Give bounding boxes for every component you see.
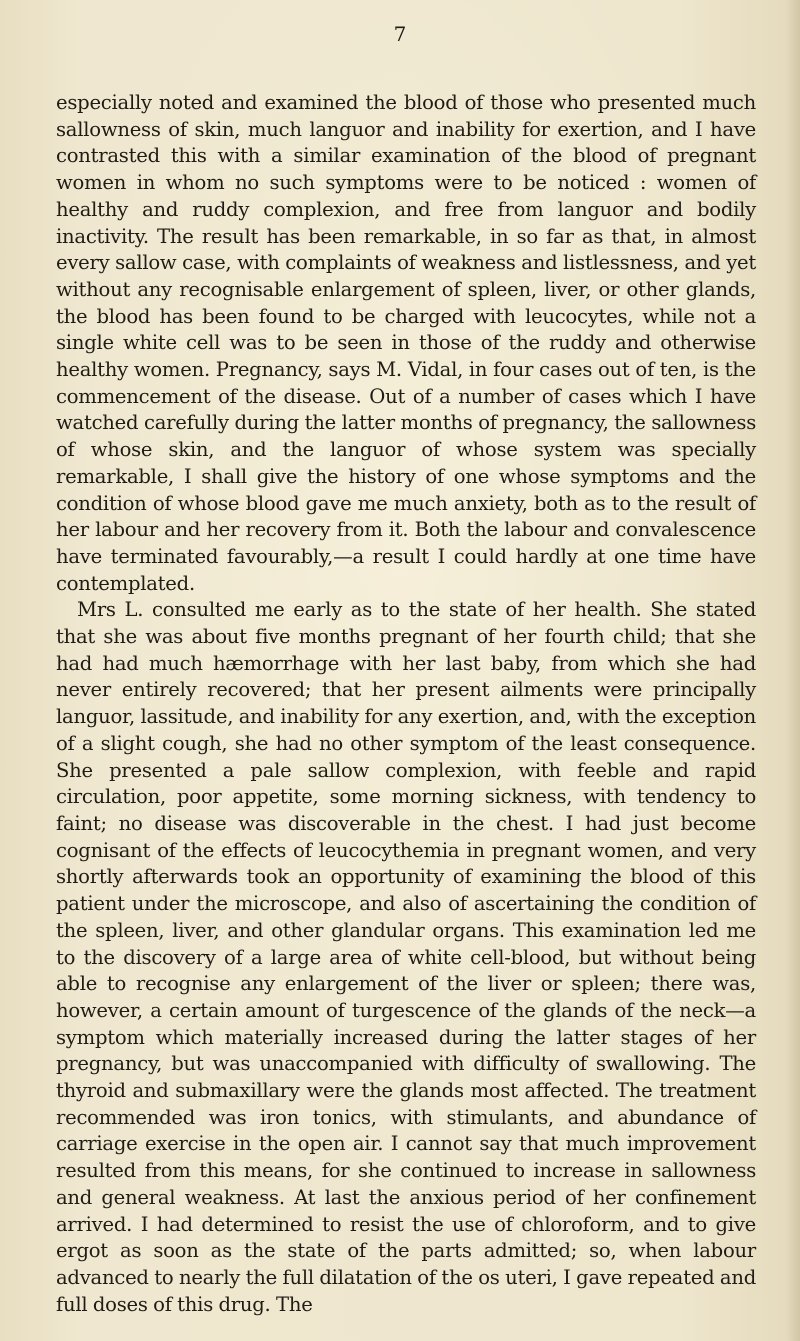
body-text bbox=[56, 90, 756, 1318]
paragraph-1: especially noted and examined the blood of those who presented much sallowness of skin, much languor and inability for exertion, and I have contrasted this with a similar examination of the blood of pregnant women in whom no such symptoms were to be noticed : women of healthy and ruddy complexion, and free from languor and bodily inactivity. The result has been remarkable, in so far as that, in almost every sallow case, with complaints of weakness and listlessness, and yet without any recognisable enlargement of spleen, liver, or other glands, the blood has been found to be charged with leucocytes, while not a single white cell was to be seen in those of the ruddy and otherwise healthy women. Pregnancy, says M. Vidal, in four cases out of ten, is the commencement of the disease. Out of a number of cases which I have watched carefully during the latter months of pregnancy, the sallowness of whose skin, and the languor of whose system was specially remarkable, I shall give the history of one whose symptoms and the condition of whose blood gave me much anxiety, both as to the result of her labour and her recovery from it. Both the labour and convalescence have terminated favourably,—a result I could hardly at one time have contemplated. bbox=[56, 91, 756, 595]
page-edge-shadow bbox=[786, 0, 800, 1341]
page-number: 7 bbox=[393, 22, 407, 46]
paragraph-2: Mrs L. consulted me early as to the state of her health. She stated that she was about five months pregnant of her fourth child; that she had had much hæmorrhage with her last baby, from which she had never entirely recovered; that her present ailments were principally languor, lassitude, and inability for any exertion, and, with the exception of a slight cough, she had no other symptom of the least consequence. She presented a pale sallow complexion, with feeble and rapid circulation, poor appetite, some morning sickness, with tendency to faint; no disease was discoverable in the chest. I had just become cognisant of the effects of leucocythemia in pregnant women, and very shortly afterwards took an opportunity of examining the blood of this patient under the microscope, and also of ascertaining the condition of the spleen, liver, and other glandular organs. This examination led me to the discovery of a large area of white cell-blood, but without being able to recognise any enlargement of the liver or spleen; there was, however, a certain amount of turgescence of the glands of the neck—a symptom which materially increased during the latter stages of her pregnancy, but was unaccompanied with difficulty of swallowing. The thyroid and submaxillary were the glands most affected. The treatment recommended was iron tonics, with stimulants, and abundance of carriage exercise in the open air. I cannot say that much improvement resulted from this means, for she continued to increase in sallowness and general weakness. At last the anxious period of her confinement arrived. I had determined to resist the use of chloroform, and to give ergot as soon as the state of the parts admitted; so, when labour advanced to nearly the full dilatation of the os uteri, I gave repeated and full doses of this drug. The bbox=[56, 598, 756, 1316]
